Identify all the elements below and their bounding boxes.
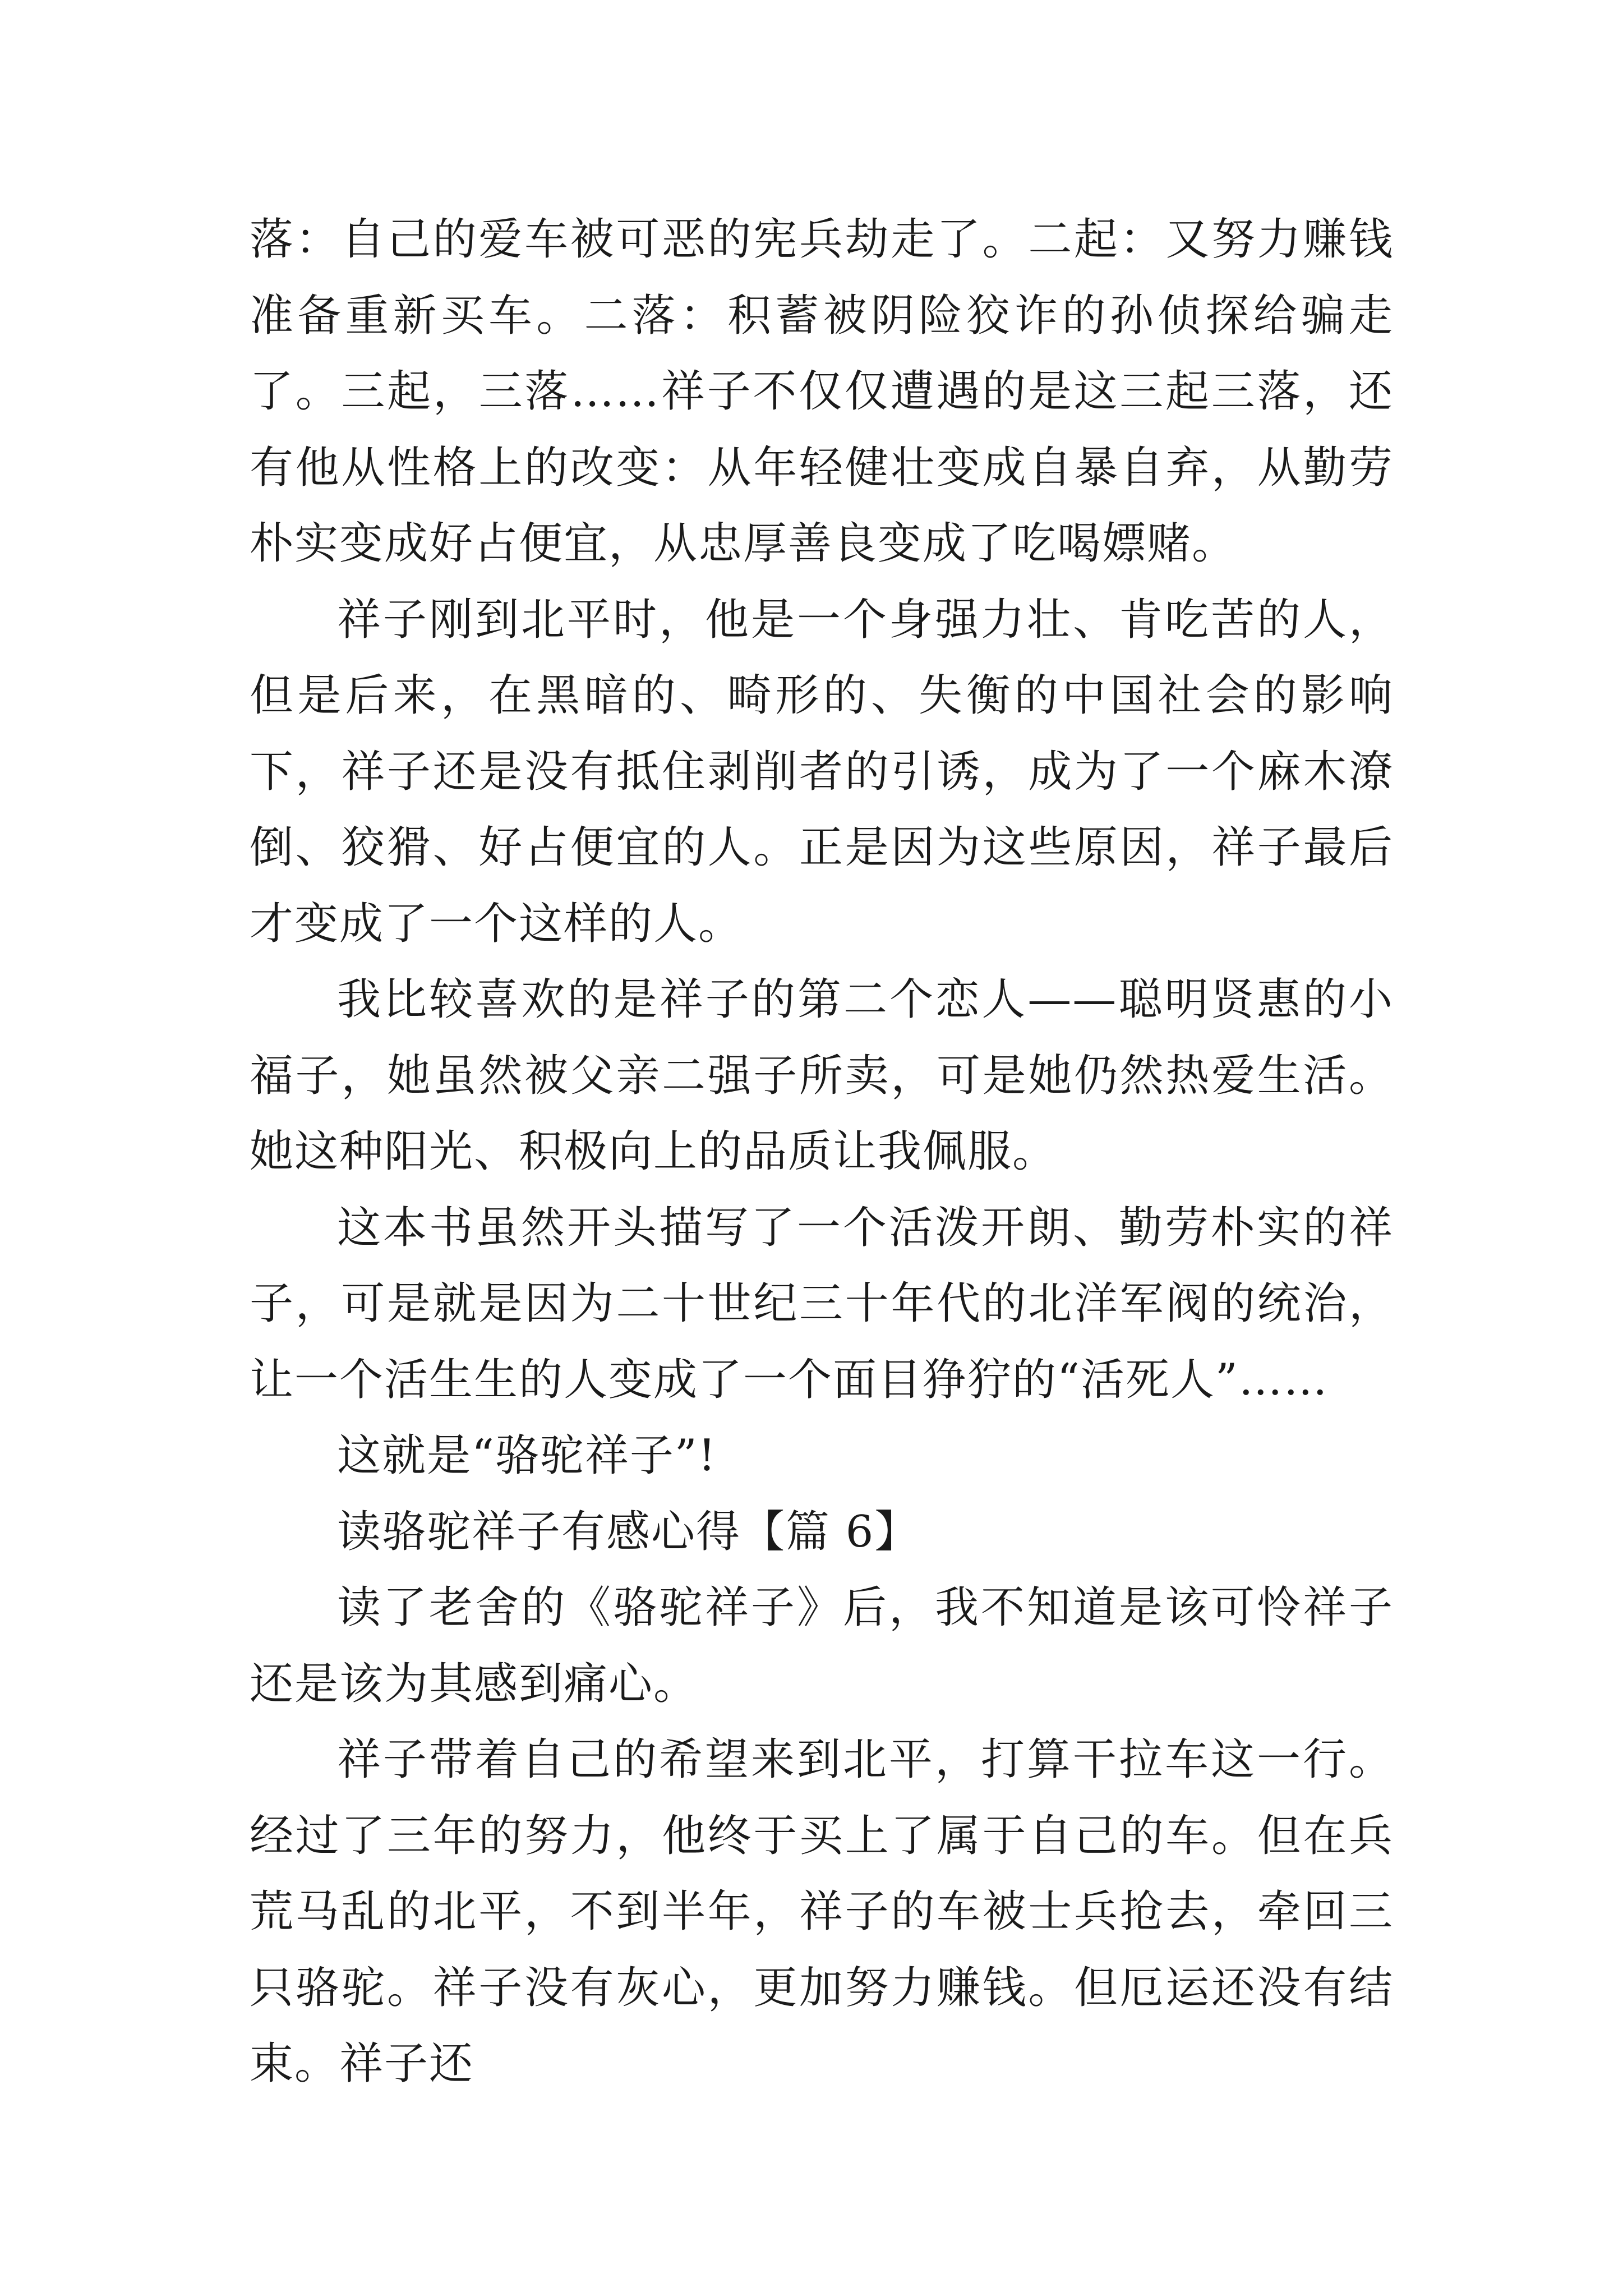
document-body bbox=[250, 202, 1394, 2102]
section-heading: 读骆驼祥子有感心得【篇 6】 bbox=[337, 1506, 920, 1557]
paragraph-5: 这就是“骆驼祥子”! bbox=[337, 1430, 717, 1481]
paragraph-3: 我比较喜欢的是祥子的第二个恋人——聪明贤惠的小福子，她虽然被父亲二强子所卖，可是她仍然热爱生活。她这种阳光、积极向上的品质让我佩服。 bbox=[250, 974, 1394, 1177]
paragraph-7: 祥子带着自己的希望来到北平，打算干拉车这一行。经过了三年的努力，他终于买上了属于自己的车。但在兵荒马乱的北平，不到半年，祥子的车被士兵抢去，牵回三只骆驼。祥子没有灰心，更加努力赚钱。但厄运还没有结束。祥子还 bbox=[250, 1734, 1394, 2089]
paragraph-4: 这本书虽然开头描写了一个活泼开朗、勤劳朴实的祥子，可是就是因为二十世纪三十年代的北洋军阀的统治，让一个活生生的人变成了一个面目狰狞的“活死人”…… bbox=[250, 1202, 1394, 1405]
paragraph-6: 读了老舍的《骆驼祥子》后，我不知道是该可怜祥子还是该为其感到痛心。 bbox=[250, 1582, 1394, 1709]
paragraph-1: 落：自己的爱车被可恶的宪兵劫走了。二起：又努力赚钱准备重新买车。二落：积蓄被阴险狡诈的孙侦探给骗走了。三起，三落……祥子不仅仅遭遇的是这三起三落，还有他从性格上的改变：从年轻健壮变成自暴自弃，从勤劳朴实变成好占便宜，从忠厚善良变成了吃喝嫖赌。 bbox=[250, 214, 1394, 569]
paragraph-2: 祥子刚到北平时，他是一个身强力壮、肯吃苦的人，但是后来，在黑暗的、畸形的、失衡的中国社会的影响下，祥子还是没有抵住剥削者的引诱，成为了一个麻木潦倒、狡猾、好占便宜的人。正是因为这些原因，祥子最后才变成了一个这样的人。 bbox=[250, 594, 1394, 949]
